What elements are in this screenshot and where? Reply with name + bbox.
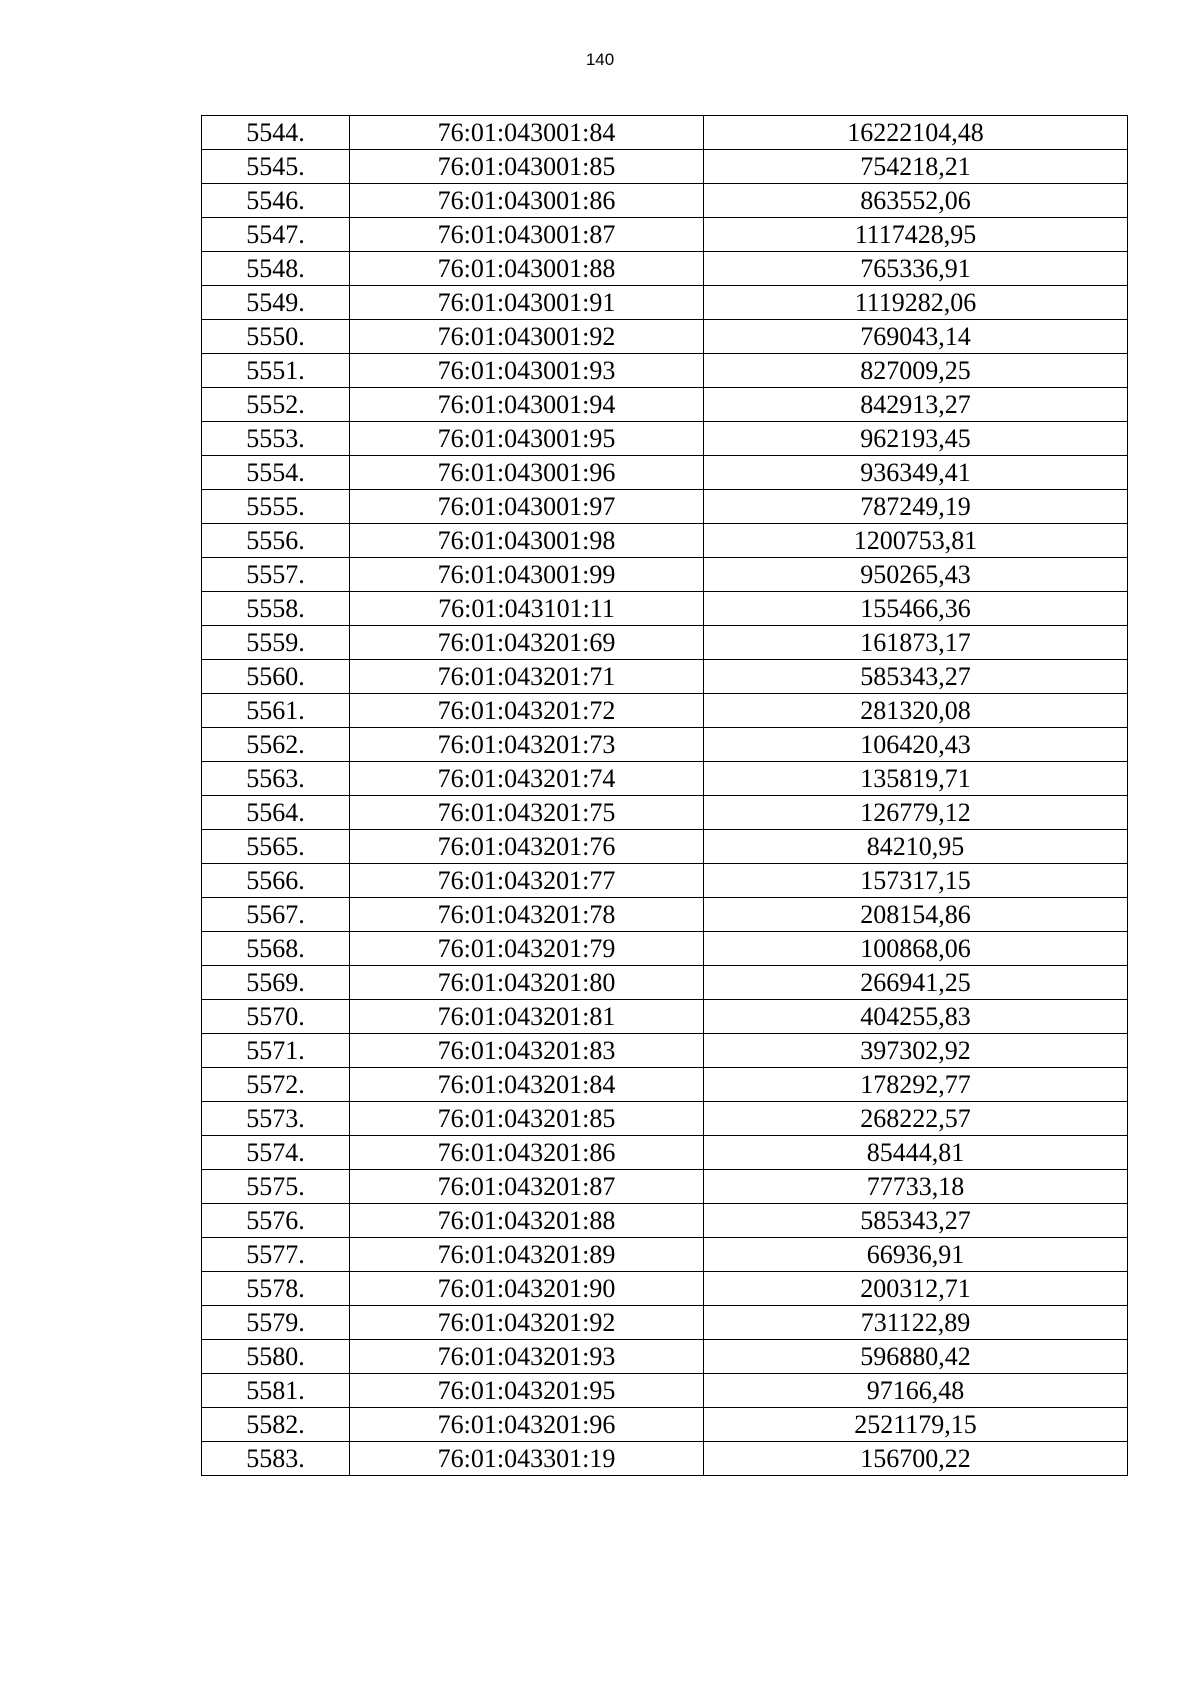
row-number-cell: 5574. (202, 1136, 350, 1170)
cadastral-number-cell: 76:01:043201:79 (350, 932, 704, 966)
row-number-cell: 5549. (202, 286, 350, 320)
cadastral-value-cell: 97166,48 (704, 1374, 1128, 1408)
table-row (202, 490, 1128, 524)
cadastral-value-cell: 126779,12 (704, 796, 1128, 830)
page-number: 140 (585, 50, 615, 69)
row-number-cell: 5579. (202, 1306, 350, 1340)
cadastral-value-cell: 787249,19 (704, 490, 1128, 524)
table-row (202, 592, 1128, 626)
cadastral-number-cell: 76:01:043201:73 (350, 728, 704, 762)
cadastral-number-cell: 76:01:043001:86 (350, 184, 704, 218)
cadastral-number-cell: 76:01:043201:76 (350, 830, 704, 864)
cadastral-value-cell: 77733,18 (704, 1170, 1128, 1204)
table-row (202, 1204, 1128, 1238)
table-row (202, 1306, 1128, 1340)
table-row (202, 830, 1128, 864)
row-number-cell: 5581. (202, 1374, 350, 1408)
cadastral-number-cell: 76:01:043001:98 (350, 524, 704, 558)
table-row (202, 184, 1128, 218)
table-row (202, 932, 1128, 966)
cadastral-number-cell: 76:01:043201:93 (350, 1340, 704, 1374)
table-row (202, 150, 1128, 184)
cadastral-number-cell: 76:01:043001:99 (350, 558, 704, 592)
table-row (202, 1340, 1128, 1374)
cadastral-number-cell: 76:01:043001:95 (350, 422, 704, 456)
cadastral-value-cell: 155466,36 (704, 592, 1128, 626)
table-row (202, 728, 1128, 762)
cadastral-value-cell: 268222,57 (704, 1102, 1128, 1136)
row-number-cell: 5568. (202, 932, 350, 966)
cadastral-number-cell: 76:01:043201:84 (350, 1068, 704, 1102)
cadastral-number-cell: 76:01:043201:80 (350, 966, 704, 1000)
cadastral-number-cell: 76:01:043101:11 (350, 592, 704, 626)
table-row (202, 218, 1128, 252)
cadastral-number-cell: 76:01:043201:85 (350, 1102, 704, 1136)
cadastral-number-cell: 76:01:043001:92 (350, 320, 704, 354)
table-row (202, 1238, 1128, 1272)
table-row (202, 320, 1128, 354)
row-number-cell: 5562. (202, 728, 350, 762)
row-number-cell: 5545. (202, 150, 350, 184)
cadastral-number-cell: 76:01:043201:83 (350, 1034, 704, 1068)
table-row (202, 286, 1128, 320)
table-row (202, 252, 1128, 286)
cadastral-number-cell: 76:01:043201:72 (350, 694, 704, 728)
cadastral-value-cell: 157317,15 (704, 864, 1128, 898)
cadastral-value-cell: 950265,43 (704, 558, 1128, 592)
cadastral-value-cell: 100868,06 (704, 932, 1128, 966)
cadastral-number-cell: 76:01:043201:69 (350, 626, 704, 660)
cadastral-value-cell: 754218,21 (704, 150, 1128, 184)
row-number-cell: 5577. (202, 1238, 350, 1272)
row-number-cell: 5569. (202, 966, 350, 1000)
cadastral-number-cell: 76:01:043001:84 (350, 116, 704, 150)
row-number-cell: 5558. (202, 592, 350, 626)
cadastral-number-cell: 76:01:043201:96 (350, 1408, 704, 1442)
row-number-cell: 5575. (202, 1170, 350, 1204)
row-number-cell: 5555. (202, 490, 350, 524)
row-number-cell: 5573. (202, 1102, 350, 1136)
row-number-cell: 5546. (202, 184, 350, 218)
cadastral-number-cell: 76:01:043001:96 (350, 456, 704, 490)
cadastral-value-cell: 404255,83 (704, 1000, 1128, 1034)
cadastral-value-cell: 842913,27 (704, 388, 1128, 422)
table-row (202, 1442, 1128, 1476)
cadastral-value-cell: 1117428,95 (704, 218, 1128, 252)
row-number-cell: 5567. (202, 898, 350, 932)
cadastral-number-cell: 76:01:043201:89 (350, 1238, 704, 1272)
cadastral-value-cell: 106420,43 (704, 728, 1128, 762)
table-row (202, 116, 1128, 150)
table-row (202, 1102, 1128, 1136)
row-number-cell: 5572. (202, 1068, 350, 1102)
cadastral-value-cell: 161873,17 (704, 626, 1128, 660)
row-number-cell: 5580. (202, 1340, 350, 1374)
row-number-cell: 5560. (202, 660, 350, 694)
cadastral-value-cell: 2521179,15 (704, 1408, 1128, 1442)
cadastral-value-cell: 596880,42 (704, 1340, 1128, 1374)
cadastral-number-cell: 76:01:043001:87 (350, 218, 704, 252)
cadastral-number-cell: 76:01:043001:88 (350, 252, 704, 286)
cadastral-value-cell: 731122,89 (704, 1306, 1128, 1340)
cadastral-number-cell: 76:01:043201:87 (350, 1170, 704, 1204)
row-number-cell: 5548. (202, 252, 350, 286)
cadastral-value-cell: 962193,45 (704, 422, 1128, 456)
cadastral-value-cell: 178292,77 (704, 1068, 1128, 1102)
table-row (202, 898, 1128, 932)
table-row (202, 354, 1128, 388)
cadastral-value-cell: 769043,14 (704, 320, 1128, 354)
cadastral-value-cell: 281320,08 (704, 694, 1128, 728)
row-number-cell: 5582. (202, 1408, 350, 1442)
table-row (202, 1272, 1128, 1306)
cadastral-number-cell: 76:01:043001:91 (350, 286, 704, 320)
row-number-cell: 5583. (202, 1442, 350, 1476)
table-row (202, 694, 1128, 728)
row-number-cell: 5578. (202, 1272, 350, 1306)
row-number-cell: 5556. (202, 524, 350, 558)
table-row (202, 1408, 1128, 1442)
cadastral-number-cell: 76:01:043001:94 (350, 388, 704, 422)
table-row (202, 796, 1128, 830)
table-row (202, 422, 1128, 456)
table-body (202, 116, 1128, 1476)
table-row (202, 456, 1128, 490)
row-number-cell: 5552. (202, 388, 350, 422)
cadastral-value-cell: 85444,81 (704, 1136, 1128, 1170)
cadastral-value-cell: 208154,86 (704, 898, 1128, 932)
row-number-cell: 5551. (202, 354, 350, 388)
cadastral-number-cell: 76:01:043201:90 (350, 1272, 704, 1306)
cadastral-value-cell: 1200753,81 (704, 524, 1128, 558)
cadastral-value-cell: 1119282,06 (704, 286, 1128, 320)
cadastral-number-cell: 76:01:043201:92 (350, 1306, 704, 1340)
row-number-cell: 5563. (202, 762, 350, 796)
row-number-cell: 5559. (202, 626, 350, 660)
cadastral-number-cell: 76:01:043201:74 (350, 762, 704, 796)
cadastral-value-cell: 200312,71 (704, 1272, 1128, 1306)
cadastral-number-cell: 76:01:043201:78 (350, 898, 704, 932)
row-number-cell: 5553. (202, 422, 350, 456)
cadastral-value-cell: 66936,91 (704, 1238, 1128, 1272)
cadastral-number-cell: 76:01:043001:85 (350, 150, 704, 184)
table-row (202, 1374, 1128, 1408)
cadastral-number-cell: 76:01:043201:77 (350, 864, 704, 898)
table-row (202, 966, 1128, 1000)
table-row (202, 1170, 1128, 1204)
cadastral-value-cell: 135819,71 (704, 762, 1128, 796)
table-row (202, 864, 1128, 898)
row-number-cell: 5564. (202, 796, 350, 830)
cadastral-value-cell: 156700,22 (704, 1442, 1128, 1476)
cadastral-value-cell: 266941,25 (704, 966, 1128, 1000)
table-row (202, 558, 1128, 592)
cadastral-number-cell: 76:01:043201:95 (350, 1374, 704, 1408)
row-number-cell: 5570. (202, 1000, 350, 1034)
table-row (202, 1000, 1128, 1034)
cadastral-value-cell: 585343,27 (704, 660, 1128, 694)
cadastral-number-cell: 76:01:043001:97 (350, 490, 704, 524)
cadastral-value-cell: 585343,27 (704, 1204, 1128, 1238)
cadastral-value-cell: 397302,92 (704, 1034, 1128, 1068)
cadastral-value-table (201, 115, 1128, 1476)
row-number-cell: 5566. (202, 864, 350, 898)
table-row (202, 1068, 1128, 1102)
cadastral-value-cell: 936349,41 (704, 456, 1128, 490)
table-row (202, 1034, 1128, 1068)
cadastral-number-cell: 76:01:043201:88 (350, 1204, 704, 1238)
row-number-cell: 5576. (202, 1204, 350, 1238)
cadastral-number-cell: 76:01:043201:81 (350, 1000, 704, 1034)
row-number-cell: 5547. (202, 218, 350, 252)
cadastral-value-cell: 765336,91 (704, 252, 1128, 286)
table-row (202, 660, 1128, 694)
cadastral-number-cell: 76:01:043001:93 (350, 354, 704, 388)
cadastral-number-cell: 76:01:043301:19 (350, 1442, 704, 1476)
cadastral-value-cell: 16222104,48 (704, 116, 1128, 150)
table-row (202, 388, 1128, 422)
row-number-cell: 5550. (202, 320, 350, 354)
cadastral-value-cell: 827009,25 (704, 354, 1128, 388)
cadastral-value-cell: 863552,06 (704, 184, 1128, 218)
table-row (202, 762, 1128, 796)
cadastral-value-cell: 84210,95 (704, 830, 1128, 864)
table-row (202, 1136, 1128, 1170)
cadastral-number-cell: 76:01:043201:75 (350, 796, 704, 830)
row-number-cell: 5544. (202, 116, 350, 150)
table-row (202, 626, 1128, 660)
row-number-cell: 5571. (202, 1034, 350, 1068)
cadastral-number-cell: 76:01:043201:71 (350, 660, 704, 694)
cadastral-number-cell: 76:01:043201:86 (350, 1136, 704, 1170)
row-number-cell: 5565. (202, 830, 350, 864)
table-row (202, 524, 1128, 558)
row-number-cell: 5554. (202, 456, 350, 490)
row-number-cell: 5561. (202, 694, 350, 728)
row-number-cell: 5557. (202, 558, 350, 592)
